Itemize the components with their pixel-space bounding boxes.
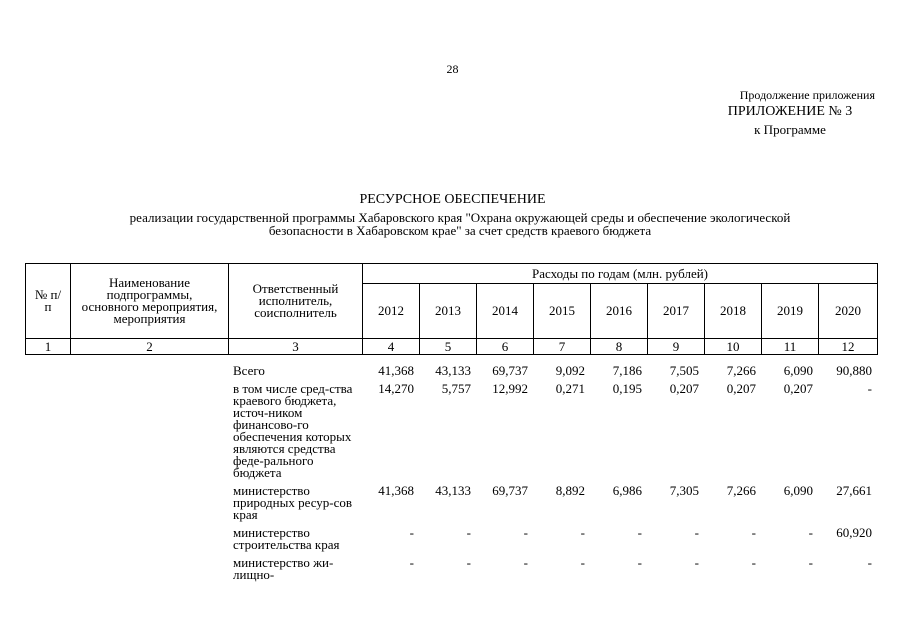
row-value: 0,207 <box>669 381 699 396</box>
row-value: - <box>523 555 528 570</box>
row-value: 0,207 <box>726 381 756 396</box>
row-value: 6,986 <box>612 483 642 498</box>
column-number: 8 <box>591 339 648 355</box>
row-value: 41,368 <box>378 363 414 378</box>
row-value: - <box>808 525 813 540</box>
row-value: 69,737 <box>492 483 528 498</box>
column-number: 1 <box>26 339 71 355</box>
row-value: 0,271 <box>555 381 585 396</box>
header-executor: Ответственный исполнитель, соисполнитель <box>229 264 363 339</box>
row-value: 9,092 <box>555 363 585 378</box>
row-value: 5,757 <box>441 381 471 396</box>
row-value: - <box>409 525 414 540</box>
header-num: № п/п <box>26 264 71 339</box>
table-row <box>25 483 877 525</box>
column-number: 4 <box>363 339 420 355</box>
document-title: РЕСУРСНОЕ ОБЕСПЕЧЕНИЕ <box>359 192 546 207</box>
row-executor: министерство природных ресур-сов края <box>233 483 353 522</box>
row-executor: министерство строительства края <box>233 525 340 552</box>
row-value: - <box>867 381 872 396</box>
appendix-title: ПРИЛОЖЕНИЕ № 3 <box>727 104 853 119</box>
row-value: 90,880 <box>836 363 872 378</box>
row-value: - <box>466 555 471 570</box>
header-year: 2014 <box>477 284 534 339</box>
row-value: - <box>808 555 813 570</box>
table-row <box>25 363 877 381</box>
row-value: 69,737 <box>492 363 528 378</box>
document-subtitle-line-1: реализации государственной программы Хабаровского края "Охрана окружающей среды и обеспечение экологической <box>129 210 791 225</box>
row-num-cell <box>25 483 70 525</box>
row-value: 8,892 <box>555 483 585 498</box>
document-subtitle-line-2: безопасности в Хабаровском крае" за счет средств краевого бюджета <box>268 223 652 238</box>
column-number: 7 <box>534 339 591 355</box>
appendix-continuation: Продолжение приложения <box>739 88 875 102</box>
row-value: 6,090 <box>783 363 813 378</box>
row-num-cell <box>25 381 70 483</box>
row-value: 7,266 <box>726 483 756 498</box>
row-value: - <box>694 555 699 570</box>
column-number: 11 <box>762 339 819 355</box>
table-row <box>25 381 877 483</box>
row-value: 43,133 <box>435 483 471 498</box>
document-subtitle <box>60 211 860 237</box>
table-row <box>25 555 877 585</box>
row-value: - <box>409 555 414 570</box>
row-name-cell <box>70 381 228 483</box>
row-value: - <box>867 555 872 570</box>
row-value: 7,186 <box>612 363 642 378</box>
row-executor: министерство жи-лищно- <box>233 555 334 582</box>
row-name-cell <box>70 555 228 585</box>
column-number: 3 <box>229 339 363 355</box>
row-num-cell <box>25 363 70 381</box>
row-value: 7,505 <box>669 363 699 378</box>
row-value: - <box>637 555 642 570</box>
header-year: 2013 <box>420 284 477 339</box>
row-value: 7,305 <box>669 483 699 498</box>
row-value: - <box>751 525 756 540</box>
header-year: 2017 <box>648 284 705 339</box>
row-value: 14,270 <box>378 381 414 396</box>
row-value: - <box>637 525 642 540</box>
row-executor: в том числе сред-ства краевого бюджета, источ-ником финансово-го обеспечения которых являются средства феде-рального бюджета <box>233 381 353 480</box>
header-year: 2015 <box>534 284 591 339</box>
row-name-cell <box>70 525 228 555</box>
row-name-cell <box>70 363 228 381</box>
column-number: 12 <box>819 339 878 355</box>
row-num-cell <box>25 525 70 555</box>
column-number: 6 <box>477 339 534 355</box>
row-value: 27,661 <box>836 483 872 498</box>
table-row <box>25 525 877 555</box>
column-number: 5 <box>420 339 477 355</box>
page-number: 28 <box>446 62 459 76</box>
column-number: 10 <box>705 339 762 355</box>
header-year: 2018 <box>705 284 762 339</box>
row-value: 60,920 <box>836 525 872 540</box>
row-value: - <box>580 555 585 570</box>
row-value: 7,266 <box>726 363 756 378</box>
resource-table-header <box>25 263 878 355</box>
row-value: 6,090 <box>783 483 813 498</box>
row-value: 0,195 <box>612 381 642 396</box>
row-value: - <box>751 555 756 570</box>
header-year: 2016 <box>591 284 648 339</box>
header-year: 2019 <box>762 284 819 339</box>
resource-table-body <box>25 363 877 585</box>
row-name-cell <box>70 483 228 525</box>
row-value: 0,207 <box>783 381 813 396</box>
appendix-program: к Программе <box>754 122 826 137</box>
row-num-cell <box>25 555 70 585</box>
row-value: - <box>523 525 528 540</box>
header-year: 2012 <box>363 284 420 339</box>
header-expenses: Расходы по годам (млн. рублей) <box>363 264 878 284</box>
row-value: 41,368 <box>378 483 414 498</box>
header-name: Наименование подпрограммы, основного мероприятия, мероприятия <box>71 264 229 339</box>
column-number: 9 <box>648 339 705 355</box>
row-value: 43,133 <box>435 363 471 378</box>
row-value: 12,992 <box>492 381 528 396</box>
row-value: - <box>694 525 699 540</box>
row-executor: Всего <box>233 363 265 378</box>
header-year: 2020 <box>819 284 878 339</box>
row-value: - <box>466 525 471 540</box>
column-number: 2 <box>71 339 229 355</box>
row-value: - <box>580 525 585 540</box>
